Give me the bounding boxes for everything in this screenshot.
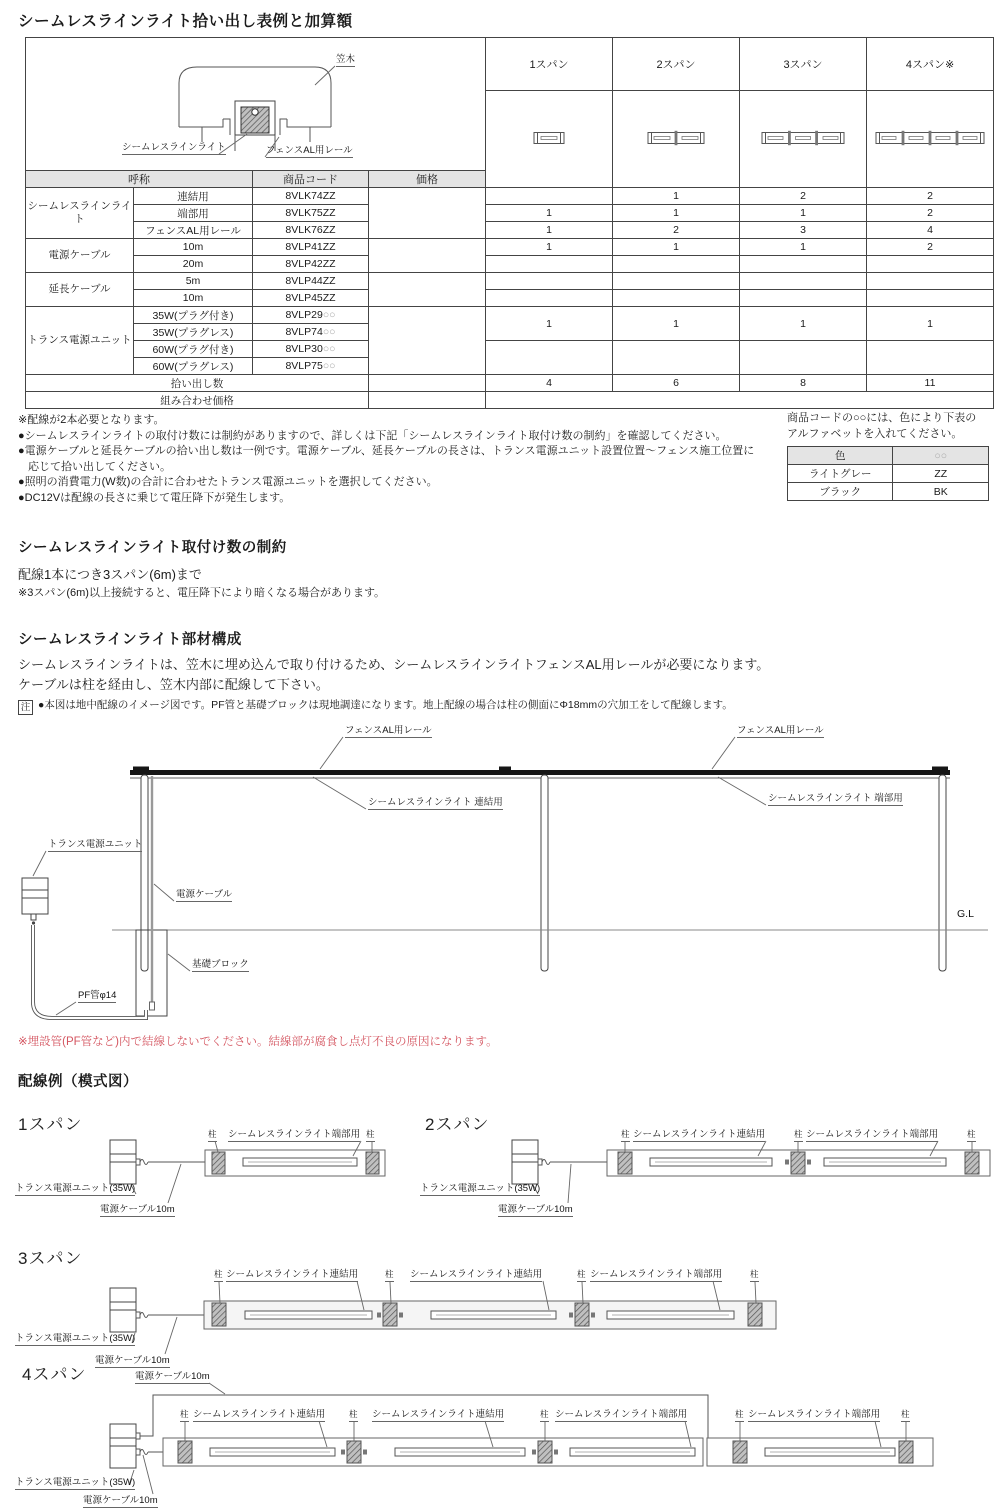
qty-cell: [867, 273, 994, 290]
span-header-4: 4スパン※: [867, 38, 994, 91]
table-row: [788, 483, 989, 501]
transformer-label: トランス電源ユニット(35W): [15, 1477, 136, 1488]
light-connect-label: シームレスラインライト連結用: [226, 1269, 359, 1280]
component-diagram: [0, 718, 1000, 1028]
price-cell: [369, 273, 486, 307]
light-end-label: シームレスラインライト端部用: [748, 1409, 881, 1420]
light-end-label: シームレスラインライト端部用: [806, 1129, 939, 1140]
restriction-line1: 配線1本につき3スパン(6m)まで: [18, 567, 202, 582]
kasagi-label: 笠木: [336, 53, 356, 65]
pickup-count-row: [26, 375, 994, 392]
qty-cell: [740, 256, 867, 273]
post-label: 柱: [794, 1128, 803, 1142]
post-label: 柱: [901, 1408, 910, 1422]
span-icon-cell-4: [867, 91, 994, 188]
qty-cell: [486, 290, 613, 307]
restriction-heading: シームレスラインライト取付け数の制約: [18, 540, 287, 556]
sub-name: 10m: [134, 290, 253, 307]
combo-price-row: [26, 392, 994, 409]
qty-cell: [740, 290, 867, 307]
product-code: 8VLP29○○: [253, 307, 369, 324]
post-icon: [383, 1303, 397, 1326]
note-line: 応じて拾い出してください。: [28, 460, 171, 473]
composition-body2: ケーブルは柱を経由し、笠木内部に配線して下さい。: [18, 677, 329, 692]
pf-pipe-label: PF管φ14: [78, 990, 117, 1001]
span-icon-cell-1: [486, 91, 613, 188]
group-name: 延長ケーブル: [26, 273, 134, 307]
qty-cell: [867, 290, 994, 307]
qty-cell: 2: [740, 188, 867, 205]
color-code: ZZ: [893, 465, 989, 483]
qty-cell: 1: [740, 205, 867, 222]
sub-name: 35W(プラグ付き): [134, 307, 253, 324]
span-header-3: 3スパン: [740, 38, 867, 91]
sub-name: 5m: [134, 273, 253, 290]
group-name: 電源ケーブル: [26, 239, 134, 273]
note-line: ※配線が2本必要となります。: [18, 414, 165, 426]
light-end-label: シームレスラインライト 端部用: [768, 793, 903, 804]
qty-cell: 1: [486, 239, 613, 256]
transformer-icon: [22, 878, 48, 914]
color-code-table: [787, 446, 989, 501]
sub-name: 端部用: [134, 205, 253, 222]
post-icon: [212, 1303, 226, 1326]
qty-cell: 1: [613, 205, 740, 222]
post-icon: [538, 1441, 552, 1463]
col-header-name: 呼称: [26, 171, 253, 188]
composition-body1: シームレスラインライトは、笠木に埋め込んで取り付けるため、シームレスラインライトフェンスAL用レールが必要になります。: [18, 657, 770, 672]
note-line: ●電源ケーブルと延長ケーブルの拾い出し数は一例です。電源ケーブル、延長ケーブルの長さは、トランス電源ユニット設置位置～フェンス施工位置に: [18, 445, 755, 457]
color-code-note: 商品コードの○○には、色により下表の アルファベットを入れてください。: [787, 412, 977, 440]
qty-cell: 2: [867, 188, 994, 205]
qty-cell: [486, 341, 613, 375]
table-row: [26, 307, 994, 324]
qty-cell: 1: [740, 239, 867, 256]
table-row: [26, 290, 994, 307]
product-code: 8VLP30○○: [253, 341, 369, 358]
product-code: 8VLP74○○: [253, 324, 369, 341]
combo-label: 組み合わせ価格: [26, 392, 369, 409]
pickup-table: [25, 37, 994, 409]
post-label: 柱: [735, 1408, 744, 1422]
qty-cell: [486, 273, 613, 290]
qty-cell: 1: [486, 222, 613, 239]
pickup-value: 8: [740, 375, 867, 392]
post-icon: [733, 1441, 747, 1463]
code-header: ○○: [893, 447, 989, 465]
color-header: 色: [788, 447, 893, 465]
product-code: 8VLK76ZZ: [253, 222, 369, 239]
transformer-label: トランス電源ユニット(35W): [15, 1333, 136, 1344]
ground-level-label: G.L: [957, 908, 974, 920]
qty-cell: 2: [867, 239, 994, 256]
page-title: シームレスラインライト拾い出し表例と加算額: [18, 13, 353, 30]
note-line: ●シームレスラインライトの取付け数には制約がありますので、詳しくは下記「シームレスラインライト取付け数の制約」を確認してください。: [18, 429, 727, 442]
qty-cell: [613, 341, 740, 375]
product-code: 8VLP42ZZ: [253, 256, 369, 273]
rail-label: フェンスAL用レール: [266, 144, 353, 156]
qty-cell: 1: [867, 307, 994, 341]
qty-cell: [613, 290, 740, 307]
post-label: 柱: [180, 1408, 189, 1422]
light-connect-label: シームレスラインライト連結用: [193, 1409, 326, 1420]
light-end-label: シームレスラインライト端部用: [228, 1129, 361, 1140]
qty-cell: 1: [740, 307, 867, 341]
example-title-4span: 4スパン: [22, 1365, 87, 1384]
product-code: 8VLP75○○: [253, 358, 369, 375]
table-row: [26, 256, 994, 273]
example-title-3span: 3スパン: [18, 1249, 83, 1268]
color-name: ブラック: [788, 483, 893, 501]
span-header-2: 2スパン: [613, 38, 740, 91]
post-icon: [366, 1152, 379, 1174]
combo-price-cell: [486, 392, 994, 409]
qty-cell: 2: [613, 222, 740, 239]
group-name: トランス電源ユニット: [26, 307, 134, 375]
color-code: BK: [893, 483, 989, 501]
light-connect-label: シームレスラインライト連結用: [633, 1129, 766, 1140]
table-row: [26, 222, 994, 239]
group-name: シームレスラインライト: [26, 188, 134, 239]
post-icon: [347, 1441, 361, 1463]
composition-heading: シームレスラインライト部材構成: [18, 632, 242, 648]
table-row: [26, 341, 994, 358]
qty-cell: [867, 256, 994, 273]
table-row: [788, 465, 989, 483]
price-cell: [369, 188, 486, 239]
post-label: 柱: [349, 1408, 358, 1422]
capping-cross-section: [27, 39, 485, 170]
post-label: 柱: [621, 1128, 630, 1142]
sub-name: 20m: [134, 256, 253, 273]
qty-cell: [486, 188, 613, 205]
capping-diagram-cell: [26, 38, 486, 171]
table-notes: [18, 413, 754, 506]
qty-cell: [740, 273, 867, 290]
restriction-line2: ※3スパン(6m)以上接続すると、電圧降下により暗くなる場合があります。: [18, 587, 386, 599]
product-code: 8VLK74ZZ: [253, 188, 369, 205]
post-icon: [965, 1152, 979, 1174]
qty-cell: 1: [613, 239, 740, 256]
table-row: [26, 205, 994, 222]
qty-cell: 1: [486, 205, 613, 222]
span-header-1: 1スパン: [486, 38, 613, 91]
light-label: シームレスラインライト: [122, 141, 226, 153]
note-badge-icon: 注: [18, 700, 33, 715]
product-code: 8VLP45ZZ: [253, 290, 369, 307]
qty-cell: [613, 256, 740, 273]
span-light-icon-2: [616, 130, 736, 146]
price-cell: [369, 375, 486, 392]
product-code: 8VLP44ZZ: [253, 273, 369, 290]
post-label: 柱: [385, 1268, 394, 1282]
post-icon: [212, 1152, 225, 1174]
composition-note: 注 ●本図は地中配線のイメージ図です。PF管と基礎ブロックは現地調達になります。地上配線の場合は柱の側面にΦ18mmの穴加工をして配線します。: [18, 697, 733, 715]
sub-name: 連結用: [134, 188, 253, 205]
table-row: [26, 239, 994, 256]
qty-cell: [486, 256, 613, 273]
qty-cell: 1: [613, 307, 740, 341]
span-light-icon-3: [743, 130, 863, 146]
sub-name: 35W(プラグレス): [134, 324, 253, 341]
light-end-label: シームレスラインライト端部用: [555, 1409, 688, 1420]
power-cable-label: 電源ケーブル: [176, 889, 233, 900]
qty-cell: 3: [740, 222, 867, 239]
post-icon: [791, 1152, 805, 1174]
post-label: 柱: [540, 1408, 549, 1422]
sub-name: 60W(プラグレス): [134, 358, 253, 375]
light-connect-label: シームレスラインライト連結用: [410, 1269, 543, 1280]
cable-label: 電源ケーブル10m: [135, 1371, 210, 1382]
fence-rail-bar: [130, 770, 950, 775]
sub-name: 60W(プラグ付き): [134, 341, 253, 358]
fence-post: [541, 775, 548, 971]
qty-cell: 4: [867, 222, 994, 239]
post-icon: [899, 1441, 913, 1463]
cable-label: 電源ケーブル10m: [83, 1495, 158, 1506]
col-header-code: 商品コード: [253, 171, 369, 188]
sub-name: 10m: [134, 239, 253, 256]
table-row: [26, 273, 994, 290]
cable-label: 電源ケーブル10m: [95, 1355, 170, 1366]
light-connect-label: シームレスラインライト 連結用: [368, 797, 503, 808]
conduit-warning: ※埋設管(PF管など)内で結線しないでください。結線部が腐食し点灯不良の原因になります。: [18, 1036, 498, 1048]
span-icon-cell-2: [613, 91, 740, 188]
product-code: 8VLP41ZZ: [253, 239, 369, 256]
pickup-label: 拾い出し数: [26, 375, 369, 392]
span-icon-cell-3: [740, 91, 867, 188]
transformer-label: トランス電源ユニット: [48, 839, 143, 850]
pickup-value: 11: [867, 375, 994, 392]
product-code: 8VLK75ZZ: [253, 205, 369, 222]
post-label: 柱: [366, 1128, 375, 1142]
post-label: 柱: [750, 1268, 759, 1282]
transformer-label: トランス電源ユニット(35W): [420, 1183, 541, 1194]
cable-label: 電源ケーブル10m: [498, 1204, 573, 1215]
foundation-label: 基礎ブロック: [192, 959, 249, 970]
example-title-2span: 2スパン: [425, 1115, 490, 1134]
rail-label: フェンスAL用レール: [737, 725, 824, 736]
col-header-price: 価格: [369, 171, 486, 188]
table-row: [26, 188, 994, 205]
pf-conduit: [33, 925, 146, 1018]
span-light-icon-1: [489, 130, 609, 146]
qty-cell: 1: [486, 307, 613, 341]
post-icon: [618, 1152, 632, 1174]
post-icon: [748, 1303, 762, 1326]
post-label: 柱: [208, 1128, 217, 1142]
pickup-value: 6: [613, 375, 740, 392]
qty-cell: 1: [613, 188, 740, 205]
color-name: ライトグレー: [788, 465, 893, 483]
post-label: 柱: [577, 1268, 586, 1282]
cable-label: 電源ケーブル10m: [100, 1204, 175, 1215]
post-icon: [575, 1303, 589, 1326]
note-line: ●照明の消費電力(W数)の合計に合わせたトランス電源ユニットを選択してください。: [18, 476, 438, 488]
fence-post: [939, 775, 946, 971]
rail-label: フェンスAL用レール: [345, 725, 432, 736]
wiring-heading: 配線例（模式図）: [18, 1074, 138, 1090]
post-icon: [178, 1441, 192, 1463]
light-connect-label: シームレスラインライト連結用: [372, 1409, 505, 1420]
span-light-icon-4: [870, 130, 990, 146]
note-line: ●DC12Vは配線の長さに乗じて電圧降下が発生します。: [18, 491, 291, 504]
qty-cell: [867, 341, 994, 375]
pickup-value: 4: [486, 375, 613, 392]
qty-cell: 2: [867, 205, 994, 222]
qty-cell: [740, 341, 867, 375]
transformer-label: トランス電源ユニット(35W): [15, 1183, 136, 1194]
post-label: 柱: [967, 1128, 976, 1142]
fence-post: [141, 775, 148, 971]
post-label: 柱: [214, 1268, 223, 1282]
price-cell: [369, 307, 486, 375]
light-end-label: シームレスラインライト端部用: [590, 1269, 723, 1280]
sub-name: フェンスAL用レール: [134, 222, 253, 239]
price-cell: [369, 239, 486, 273]
price-cell: [369, 392, 486, 409]
qty-cell: [613, 273, 740, 290]
example-title-1span: 1スパン: [18, 1115, 83, 1134]
